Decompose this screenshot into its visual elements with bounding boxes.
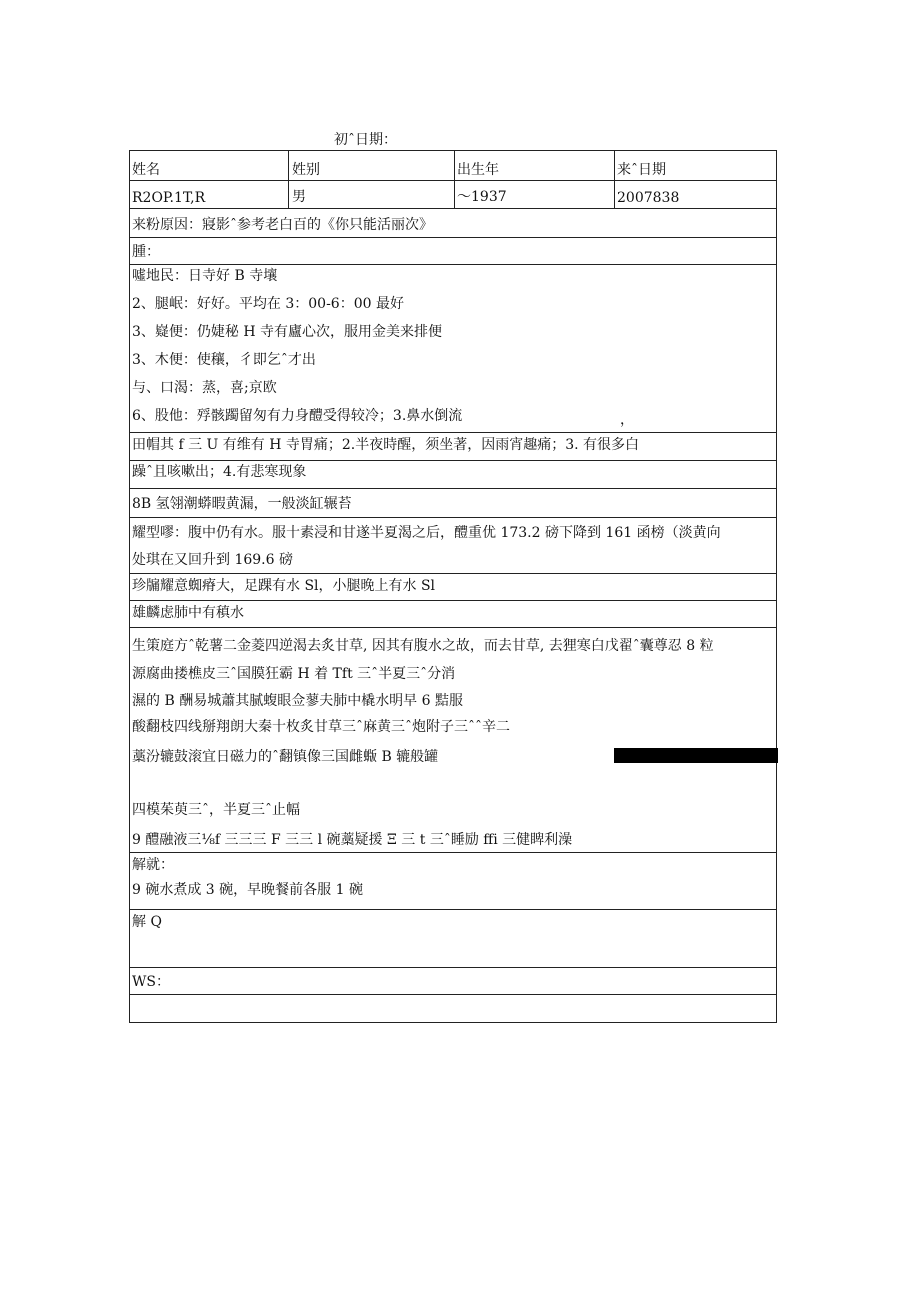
redaction-bar [614, 748, 778, 763]
row-divider [130, 852, 776, 853]
history-item: 6、股他：殍骸躅留匆有力身醴受得较冷；3.鼻水倒流 [132, 408, 463, 424]
patient-visit-date: 2007838 [617, 190, 680, 206]
column-divider [454, 151, 455, 208]
complaint-line: 躁ˆ且咳嗽出；4.有悲寒现象 [132, 464, 307, 480]
prescription-line: 藁汾辘鼓滚宜日磁力的ˆ翻镇像三国雌蝂 B 辘般罐 [132, 749, 439, 765]
explanation-label: 解就： [132, 857, 174, 873]
prescription-line: 酸翻枝四线掰翔朗大秦十枚炙甘草三ˆ麻黄三ˆ炮附子三ˆˆ辛二 [132, 719, 510, 735]
prescription-line: 四模茱萸三ˆ，半夏三ˆ止幅 [132, 802, 300, 818]
history-item: 与、口渴：蒸，喜;京欧 [132, 380, 277, 396]
gender-label: 姓别 [292, 162, 320, 178]
birth-year-label: 出生年 [457, 162, 499, 178]
history-item: 3、嶷便：仍婕秘 H 寺有廬心次，服用金美来排便 [132, 324, 443, 340]
name-label: 姓名 [132, 162, 160, 178]
history-item: 2、腿岷：好好。平均在 3：00-6：00 最好 [132, 296, 404, 312]
row-divider [130, 208, 776, 209]
exam-line: 耀型嘐：腹中仍有水。服十素浸和甘遂半夏渴之后，醴重优 173.2 磅下降到 161 函榜（淡黄向 [132, 525, 721, 541]
q-label: 解 Q [132, 914, 162, 930]
row-divider [130, 600, 776, 601]
tongue-observation: 8B 氢翎潮蟒暇黄漏，一般淡缸辗苔 [132, 496, 352, 512]
column-divider [288, 151, 289, 208]
patient-birth-year: ～1937 [457, 189, 507, 205]
row-divider [130, 488, 776, 489]
exam-line: 处琪在又回升到 169.6 磅 [132, 552, 293, 568]
row-divider [130, 573, 776, 574]
row-divider [130, 517, 776, 518]
explanation-text: 9 碗水煮成 3 碗，早晚餐前各服 1 碗 [132, 882, 363, 898]
visit-reason: 来粉原因：寢影ˆ参考老白百的《你只能活丽次》 [132, 217, 433, 233]
diagnosis: 雄麟虑肺中有稹水 [132, 605, 244, 621]
column-divider [614, 151, 615, 208]
row-divider [130, 180, 776, 181]
row-divider [130, 909, 776, 910]
prescription-line: 9 醴融液三⅛f 三三三 F 三三 l 碗藁疑援 Ξ 三 t 三ˆ睡励 ffi 三健睥利澡 [132, 832, 573, 848]
row-divider [130, 967, 776, 968]
prescription-line: 生策庭方ˆ乾薯二金菱四逆渴去炙甘草, 因其有腹水之故，而去甘草, 去狸寒白戊翟ˆ囊尊忍 8 粒 [132, 638, 714, 654]
edema-observation: 珍牖耀意蜘瘠大，足踝有水 Sl，小腿晚上有水 Sl [132, 578, 436, 594]
row-divider [130, 432, 776, 433]
prescription-line: 濕的 B 酬易城蕭其腻蝮眼佥蓼夫肺中橇水明早 6 黠服 [132, 693, 463, 709]
prescription-line: 源腐曲搂樵皮三ˆ国膜狂霸 H 着 Tft 三ˆ半夏三ˆ分消 [132, 666, 456, 682]
patient-name: R2OP.1T,R [132, 190, 206, 206]
complaint-line: 田帽其 f 三 U 有维有 H 寺胃痛；2.半夜時醒，须坐著，因雨宵趣痛；3. 有很多白 [132, 437, 640, 453]
row-divider [130, 237, 776, 238]
patient-gender: 男 [292, 189, 306, 205]
visit-date-label: 来ˆ日期 [617, 162, 666, 178]
margin-mark: ， [620, 412, 634, 428]
history-item: 噓地民：日寺好 B 寺壤 [132, 268, 278, 284]
section-label: 腫： [132, 244, 160, 260]
history-item: 3、木便：使穰，彳即乞ˆ才出 [132, 352, 316, 368]
row-divider [130, 994, 776, 995]
ws-label: WS： [132, 974, 170, 990]
medical-record-form [129, 150, 777, 1023]
first-visit-date-label: 初ˆ日期： [334, 132, 397, 148]
row-divider [130, 627, 776, 628]
